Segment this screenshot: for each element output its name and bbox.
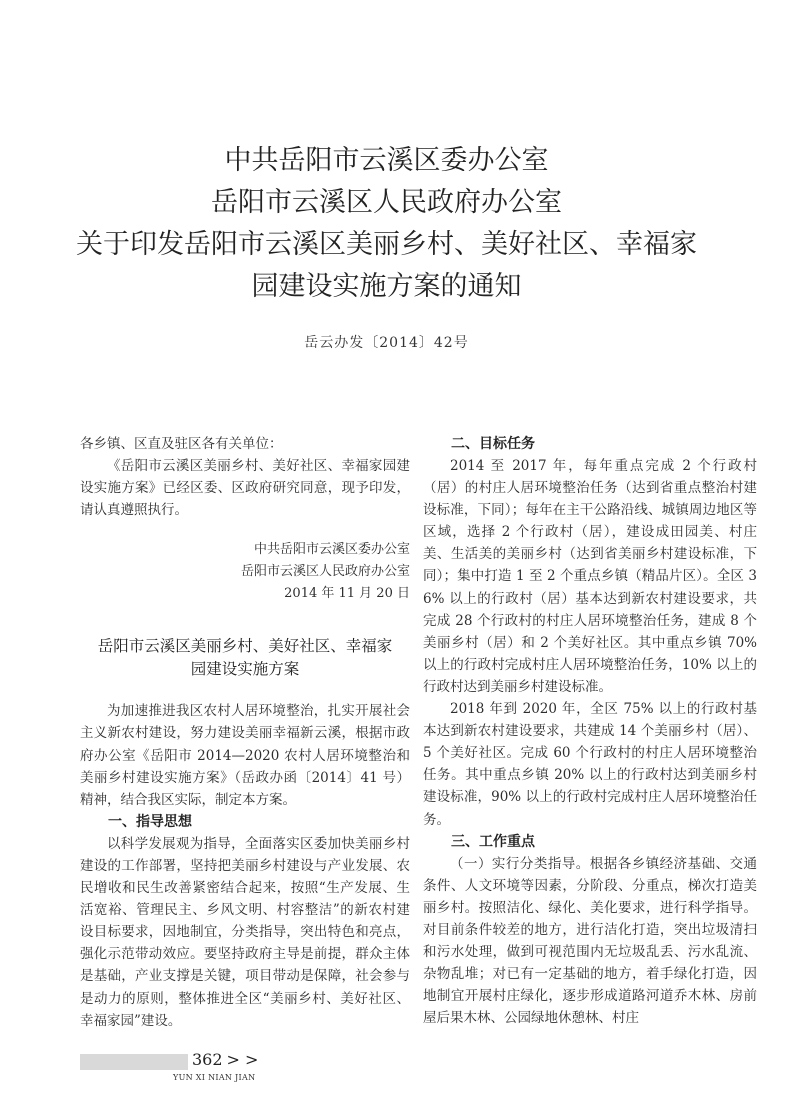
title-line-1: 中共岳阳市云溪区委办公室 [224,145,549,176]
signatory-party-office: 中共岳阳市云溪区委办公室 [253,542,410,558]
title-line-3: 关于印发岳阳市云溪区美丽乡村、美好社区、幸福家 [76,229,697,260]
title-line-4: 园建设实施方案的通知 [251,271,522,302]
signature-block [80,539,410,605]
section-2-paragraph-1: 2014 至 2017 年，每年重点完成 2 个行政村（居）的村庄人居环境整治任务（达到省重点整治村建设标准，下同）；每年在主干公路沿线、城镇周边地区等区域，选择 2 个行政村（居），建设成田园美、村庄美、生活美的美丽乡村（达到省美丽乡村建设标准，下同）；集中打造 1 至 2 个重点乡镇（精品片区）。全区 36% 以上的行政村（居）基本达到新农村建设要求，共完成 28 个行政村的村庄人居环境整治任务，建成 8 个美丽乡村（居）和 2 个美好社区。其中重点乡镇 70% 以上的行政村完成村庄人居环境整治任务，10% 以上的行政村达到美丽乡村建设标准。 [423,458,757,695]
plan-title-line-1: 岳阳市云溪区美丽乡村、美好社区、幸福家 [97,637,393,656]
section-heading-3: 三、工作重点 [451,833,535,850]
plan-intro: 为加速推进我区农村人居环境整治，扎实开展社会主义新农村建设，努力建设美丽幸福新云溪，根据市政府办公室《岳阳市 2014—2020 农村人居环境整治和美丽乡村建设实施方案》（岳政办函〔2014〕41 号）精神，结合我区实际，制定本方案。 [80,703,410,808]
document-number: 岳云办发〔2014〕42号 [304,335,469,351]
section-2-paragraph-2: 2018 年到 2020 年，全区 75% 以上的行政村基本达到新农村建设要求，共建成 14 个美丽乡村（居）、5 个美好社区。完成 60 个行政村的村庄人居环境整治任务。其中重点乡镇 20% 以上的行政村达到美丽乡村建设标准，90% 以上的行政村完成村庄人居环境整治任务。 [423,701,757,828]
notice-salutation: 各乡镇、区直及驻区各有关单位： [80,436,283,452]
left-column [80,433,410,1032]
journal-name: YUN XI NIAN JIAN [173,1072,256,1082]
page-number-value: 362 [192,1049,223,1069]
section-heading-1: 一、指导思想 [108,813,192,830]
double-chevron-right-icon: > > [226,1049,259,1069]
notice-body: 《岳阳市云溪区美丽乡村、美好社区、幸福家园建设实施方案》已经区委、区政府研究同意，现予印发，请认真遵照执行。 [80,458,410,519]
plan-title-line-2: 园建设实施方案 [190,660,300,679]
body-columns [80,433,757,1032]
plan-title [80,635,410,681]
title-line-2: 岳阳市云溪区人民政府办公室 [211,187,562,218]
document-title [48,140,725,308]
right-column [423,433,757,1029]
signatory-government-office: 岳阳市云溪区人民政府办公室 [240,564,410,580]
footer-bar [80,1054,188,1070]
section-1-paragraph-1: 以科学发展观为指导，全面落实区委加快美丽乡村建设的工作部署，坚持把美丽乡村建设与产业发展、农民增收和民生改善紧密结合起来，按照“生产发展、生活宽裕、管理民主、乡风文明、村容整洁”的新农村建设目标要求，因地制宜，分类指导，突出特色和亮点，强化示范带动效应。要坚持政府主导是前提，群众主体是基础，产业支撑是关键，项目带动是保障，社会参与是动力的原则，整体推进全区“美丽乡村、美好社区、幸福家园”建设。 [80,835,410,1029]
section-3-paragraph-1: （一）实行分类指导。根据各乡镇经济基础、交通条件、人文环境等因素，分阶段、分重点，梯次打造美丽乡村。按照洁化、绿化、美化要求，进行科学指导。对目前条件较差的地方，进行洁化打造，突出垃圾清扫和污水处理，做到可视范围内无垃圾乱丢、污水乱流、杂物乱堆；对已有一定基础的地方，着手绿化打造，因地制宜开展村庄绿化，逐步形成道路河道乔木林、房前屋后果木林、公园绿地休憩林、村庄 [423,855,757,1027]
section-heading-2: 二、目标任务 [451,436,535,452]
notice-date: 2014 年 11 月 20 日 [284,586,410,602]
page-number [192,1049,258,1071]
page-footer [80,1046,757,1106]
